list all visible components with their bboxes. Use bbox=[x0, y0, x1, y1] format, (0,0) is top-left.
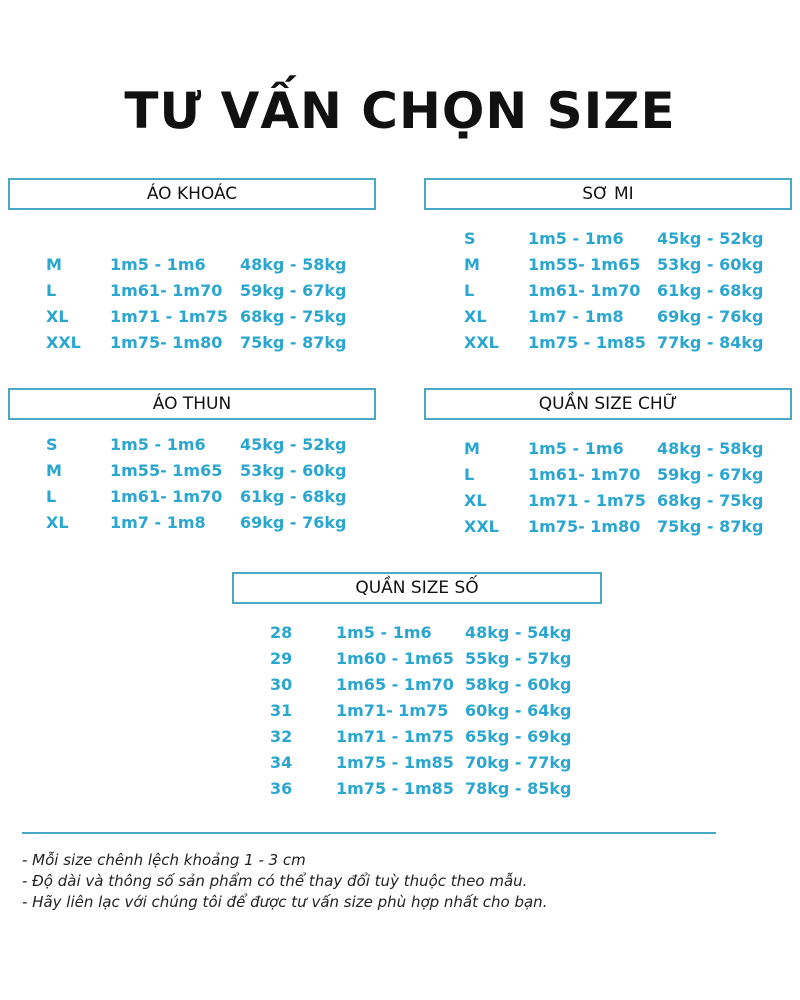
weight-cell: 53kg - 60kg bbox=[657, 255, 764, 274]
weight-cell: 68kg - 75kg bbox=[240, 307, 347, 326]
height-cell: 1m71 - 1m75 bbox=[110, 307, 228, 326]
height-cell: 1m5 - 1m6 bbox=[336, 623, 432, 642]
size-cell: 32 bbox=[270, 727, 293, 746]
height-cell: 1m7 - 1m8 bbox=[110, 513, 206, 532]
size-cell: XL bbox=[46, 307, 69, 326]
weight-cell: 58kg - 60kg bbox=[465, 675, 572, 694]
height-cell: 1m71- 1m75 bbox=[336, 701, 449, 720]
height-cell: 1m65 - 1m70 bbox=[336, 675, 454, 694]
weight-cell: 53kg - 60kg bbox=[240, 461, 347, 480]
note-line: - Mỗi size chênh lệch khoảng 1 - 3 cm bbox=[22, 851, 306, 869]
weight-cell: 75kg - 87kg bbox=[657, 517, 764, 536]
weight-cell: 45kg - 52kg bbox=[657, 229, 764, 248]
size-cell: M bbox=[464, 255, 480, 274]
weight-cell: 60kg - 64kg bbox=[465, 701, 572, 720]
section-header: ÁO KHOÁC bbox=[8, 178, 376, 210]
weight-cell: 45kg - 52kg bbox=[240, 435, 347, 454]
weight-cell: 48kg - 58kg bbox=[657, 439, 764, 458]
height-cell: 1m75- 1m80 bbox=[110, 333, 223, 352]
size-cell: S bbox=[464, 229, 476, 248]
weight-cell: 55kg - 57kg bbox=[465, 649, 572, 668]
note-line: - Hãy liên lạc với chúng tôi để được tư vấn size phù hợp nhất cho bạn. bbox=[22, 893, 548, 911]
size-cell: M bbox=[46, 461, 62, 480]
weight-cell: 68kg - 75kg bbox=[657, 491, 764, 510]
size-cell: XXL bbox=[464, 517, 499, 536]
weight-cell: 59kg - 67kg bbox=[657, 465, 764, 484]
weight-cell: 61kg - 68kg bbox=[657, 281, 764, 300]
height-cell: 1m7 - 1m8 bbox=[528, 307, 624, 326]
size-cell: L bbox=[464, 465, 475, 484]
height-cell: 1m5 - 1m6 bbox=[528, 439, 624, 458]
size-cell: L bbox=[46, 487, 57, 506]
height-cell: 1m71 - 1m75 bbox=[528, 491, 646, 510]
weight-cell: 61kg - 68kg bbox=[240, 487, 347, 506]
size-cell: 34 bbox=[270, 753, 293, 772]
note-line: - Độ dài và thông số sản phẩm có thể thay đổi tuỳ thuộc theo mẫu. bbox=[22, 872, 528, 890]
height-cell: 1m61- 1m70 bbox=[110, 487, 223, 506]
height-cell: 1m71 - 1m75 bbox=[336, 727, 454, 746]
height-cell: 1m55- 1m65 bbox=[110, 461, 223, 480]
height-cell: 1m5 - 1m6 bbox=[110, 435, 206, 454]
weight-cell: 59kg - 67kg bbox=[240, 281, 347, 300]
size-cell: XL bbox=[464, 491, 487, 510]
page-title: TƯ VẤN CHỌN SIZE bbox=[124, 82, 676, 140]
section-header: QUẦN SIZE CHỮ bbox=[424, 388, 792, 420]
weight-cell: 65kg - 69kg bbox=[465, 727, 572, 746]
height-cell: 1m61- 1m70 bbox=[528, 465, 641, 484]
weight-cell: 69kg - 76kg bbox=[657, 307, 764, 326]
size-cell: M bbox=[46, 255, 62, 274]
height-cell: 1m60 - 1m65 bbox=[336, 649, 454, 668]
height-cell: 1m75 - 1m85 bbox=[336, 753, 454, 772]
size-cell: L bbox=[464, 281, 475, 300]
size-cell: XL bbox=[464, 307, 487, 326]
height-cell: 1m5 - 1m6 bbox=[110, 255, 206, 274]
size-cell: XXL bbox=[464, 333, 499, 352]
weight-cell: 78kg - 85kg bbox=[465, 779, 572, 798]
size-cell: S bbox=[46, 435, 58, 454]
weight-cell: 77kg - 84kg bbox=[657, 333, 764, 352]
height-cell: 1m61- 1m70 bbox=[528, 281, 641, 300]
height-cell: 1m75 - 1m85 bbox=[528, 333, 646, 352]
section-header: SƠ MI bbox=[424, 178, 792, 210]
weight-cell: 69kg - 76kg bbox=[240, 513, 347, 532]
notes bbox=[22, 850, 547, 913]
size-cell: 36 bbox=[270, 779, 293, 798]
divider bbox=[22, 832, 716, 834]
size-cell: XXL bbox=[46, 333, 81, 352]
weight-cell: 70kg - 77kg bbox=[465, 753, 572, 772]
weight-cell: 48kg - 58kg bbox=[240, 255, 347, 274]
height-cell: 1m55- 1m65 bbox=[528, 255, 641, 274]
size-cell: 28 bbox=[270, 623, 293, 642]
size-cell: 30 bbox=[270, 675, 293, 694]
size-cell: M bbox=[464, 439, 480, 458]
height-cell: 1m5 - 1m6 bbox=[528, 229, 624, 248]
height-cell: 1m75 - 1m85 bbox=[336, 779, 454, 798]
section-header: ÁO THUN bbox=[8, 388, 376, 420]
size-cell: 31 bbox=[270, 701, 293, 720]
section-header: QUẦN SIZE SỐ bbox=[232, 572, 602, 604]
size-cell: XL bbox=[46, 513, 69, 532]
height-cell: 1m61- 1m70 bbox=[110, 281, 223, 300]
size-cell: 29 bbox=[270, 649, 293, 668]
size-cell: L bbox=[46, 281, 57, 300]
weight-cell: 75kg - 87kg bbox=[240, 333, 347, 352]
weight-cell: 48kg - 54kg bbox=[465, 623, 572, 642]
height-cell: 1m75- 1m80 bbox=[528, 517, 641, 536]
